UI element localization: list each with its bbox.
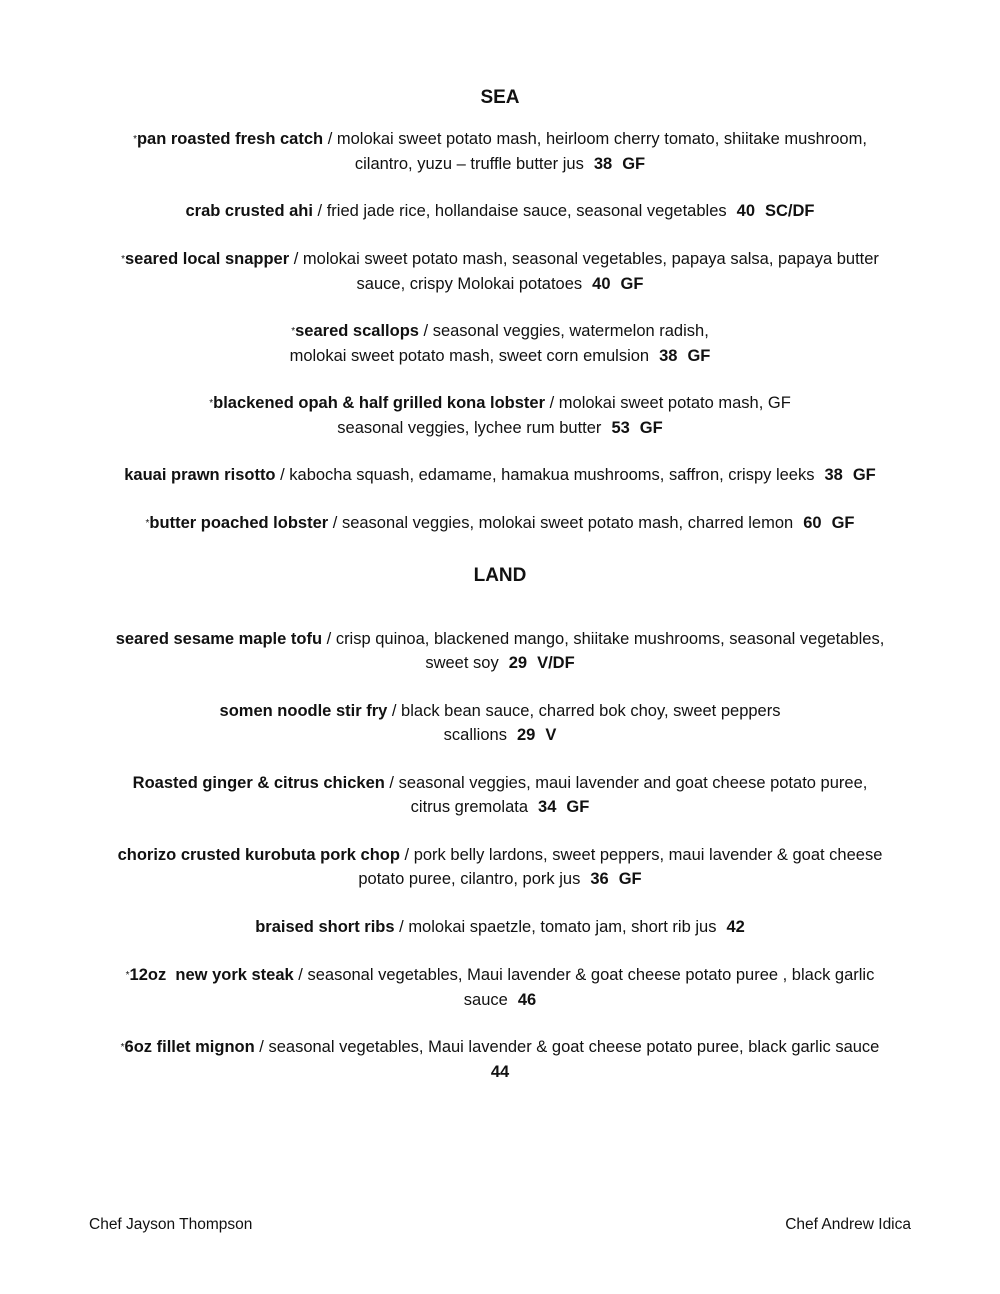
menu-item-chorizo-crusted-pork-chop — [80, 843, 920, 891]
dish-description: / molokai sweet potato mash, seasonal vegetables, papaya salsa, papaya butter — [289, 250, 879, 268]
dish-description: sauce, crispy Molokai potatoes — [356, 275, 583, 293]
dietary-tag: GF — [618, 870, 642, 888]
dish-name: pan roasted fresh catch — [136, 130, 324, 148]
dietary-tag: GF — [620, 275, 644, 293]
menu-item-butter-poached-lobster — [80, 511, 920, 536]
dietary-tag: GF — [852, 466, 876, 484]
dish-name: braised short ribs — [255, 918, 395, 936]
dish-price: 40 — [592, 275, 611, 293]
dish-price: 60 — [803, 514, 822, 532]
dish-price: 34 — [538, 798, 557, 816]
signature-star: * — [133, 134, 137, 145]
dish-price: 53 — [611, 419, 630, 437]
dish-name: kauai prawn risotto — [124, 466, 276, 484]
dietary-tag: SC/DF — [765, 202, 815, 220]
dish-description: / molokai sweet potato mash, GF — [545, 394, 791, 412]
dish-description: / kabocha squash, edamame, hamakua mushrooms, saffron, crispy leeks — [275, 466, 815, 484]
dish-price: 36 — [590, 870, 609, 888]
dietary-tag: GF — [566, 798, 590, 816]
signature-star: * — [121, 254, 125, 265]
dish-name: 6oz fillet mignon — [124, 1038, 255, 1056]
dish-description: / seasonal vegetables, Maui lavender & goat cheese potato puree , black garlic — [293, 966, 875, 984]
dietary-tag: V — [545, 726, 557, 744]
menu-item-kauai-prawn-risotto — [80, 463, 920, 487]
dish-price: 40 — [736, 202, 755, 220]
dish-price: 42 — [726, 918, 745, 936]
signature-star: * — [291, 326, 296, 337]
menu-item-pan-roasted-fresh-catch — [80, 127, 920, 176]
footer-chef-right: Chef Andrew Idica — [785, 1216, 911, 1233]
dish-description: seasonal veggies, lychee rum butter — [337, 419, 602, 437]
dish-description: / molokai spaetzle, tomato jam, short rib jus — [394, 918, 717, 936]
signature-star: * — [145, 518, 150, 529]
menu-item-crab-crusted-ahi — [80, 199, 920, 223]
dietary-tag: GF — [639, 419, 663, 437]
menu-item-roasted-ginger-citrus-chicken — [80, 771, 920, 819]
dish-description: / crisp quinoa, blackened mango, shiitake mushrooms, seasonal vegetables, — [322, 630, 885, 648]
dish-name: blackened opah & half grilled kona lobster — [213, 394, 546, 412]
section-title-land: LAND — [473, 565, 527, 586]
dish-price: 38 — [593, 155, 613, 173]
dish-name: chorizo crusted kurobuta pork chop — [117, 846, 400, 864]
dietary-tag: GF — [831, 514, 855, 532]
dish-description: scallions — [443, 726, 507, 744]
dietary-tag: GF — [687, 347, 711, 365]
menu-item-fillet-mignon — [80, 1035, 920, 1084]
dietary-tag: V/DF — [537, 654, 575, 672]
menu-item-seared-local-snapper — [80, 247, 920, 296]
dish-price: 44 — [490, 1063, 510, 1081]
dish-description: / black bean sauce, charred bok choy, sweet peppers — [387, 702, 781, 720]
footer-chef-left: Chef Jayson Thompson — [89, 1216, 253, 1233]
dish-description: molokai sweet potato mash, sweet corn emulsion — [289, 347, 650, 365]
signature-star: * — [209, 398, 214, 409]
dish-description: sauce — [463, 991, 508, 1009]
signature-star: * — [125, 970, 130, 981]
dish-name: butter poached lobster — [149, 514, 329, 532]
dietary-tag: GF — [622, 155, 646, 173]
dish-description: / seasonal veggies, maui lavender and goat cheese potato puree, — [384, 774, 868, 792]
dish-price: 38 — [824, 466, 843, 484]
dish-description: / seasonal vegetables, Maui lavender & goat cheese potato puree, black garlic sauce — [254, 1038, 880, 1056]
dish-name: seared local snapper — [124, 250, 290, 268]
menu-item-braised-short-ribs — [80, 915, 920, 939]
dish-description: / seasonal veggies, molokai sweet potato mash, charred lemon — [328, 514, 794, 532]
dish-name: seared scallops — [295, 322, 419, 340]
dish-description: citrus gremolata — [410, 798, 529, 816]
menu-item-seared-sesame-maple-tofu — [80, 627, 920, 675]
dish-name: crab crusted ahi — [185, 202, 313, 220]
menu-item-somen-noodle-stir-fry — [80, 699, 920, 747]
dish-description: sweet soy — [425, 654, 499, 672]
dish-price: 38 — [659, 347, 678, 365]
signature-star: * — [120, 1042, 125, 1053]
dish-name: 12oz new york steak — [129, 966, 294, 984]
dish-description: / pork belly lardons, sweet peppers, maui lavender & goat cheese — [399, 846, 883, 864]
menu-item-new-york-steak — [80, 963, 920, 1012]
dish-description: / fried jade rice, hollandaise sauce, seasonal vegetables — [312, 202, 727, 220]
menu-item-seared-scallops — [80, 319, 920, 368]
dish-description: cilantro, yuzu – truffle butter jus — [354, 155, 584, 173]
dish-price: 46 — [517, 991, 537, 1009]
dish-name: seared sesame maple tofu — [115, 630, 323, 648]
dish-description: / seasonal veggies, watermelon radish, — [418, 322, 709, 340]
dish-description: / molokai sweet potato mash, heirloom cherry tomato, shiitake mushroom, — [323, 130, 867, 148]
section-title-sea: SEA — [480, 87, 520, 108]
dish-price: 29 — [508, 654, 528, 672]
dish-description: potato puree, cilantro, pork jus — [358, 870, 581, 888]
dish-name: Roasted ginger & citrus chicken — [132, 774, 385, 792]
dish-name: somen noodle stir fry — [219, 702, 388, 720]
dish-price: 29 — [516, 726, 536, 744]
menu-item-blackened-opah-lobster — [80, 391, 920, 440]
